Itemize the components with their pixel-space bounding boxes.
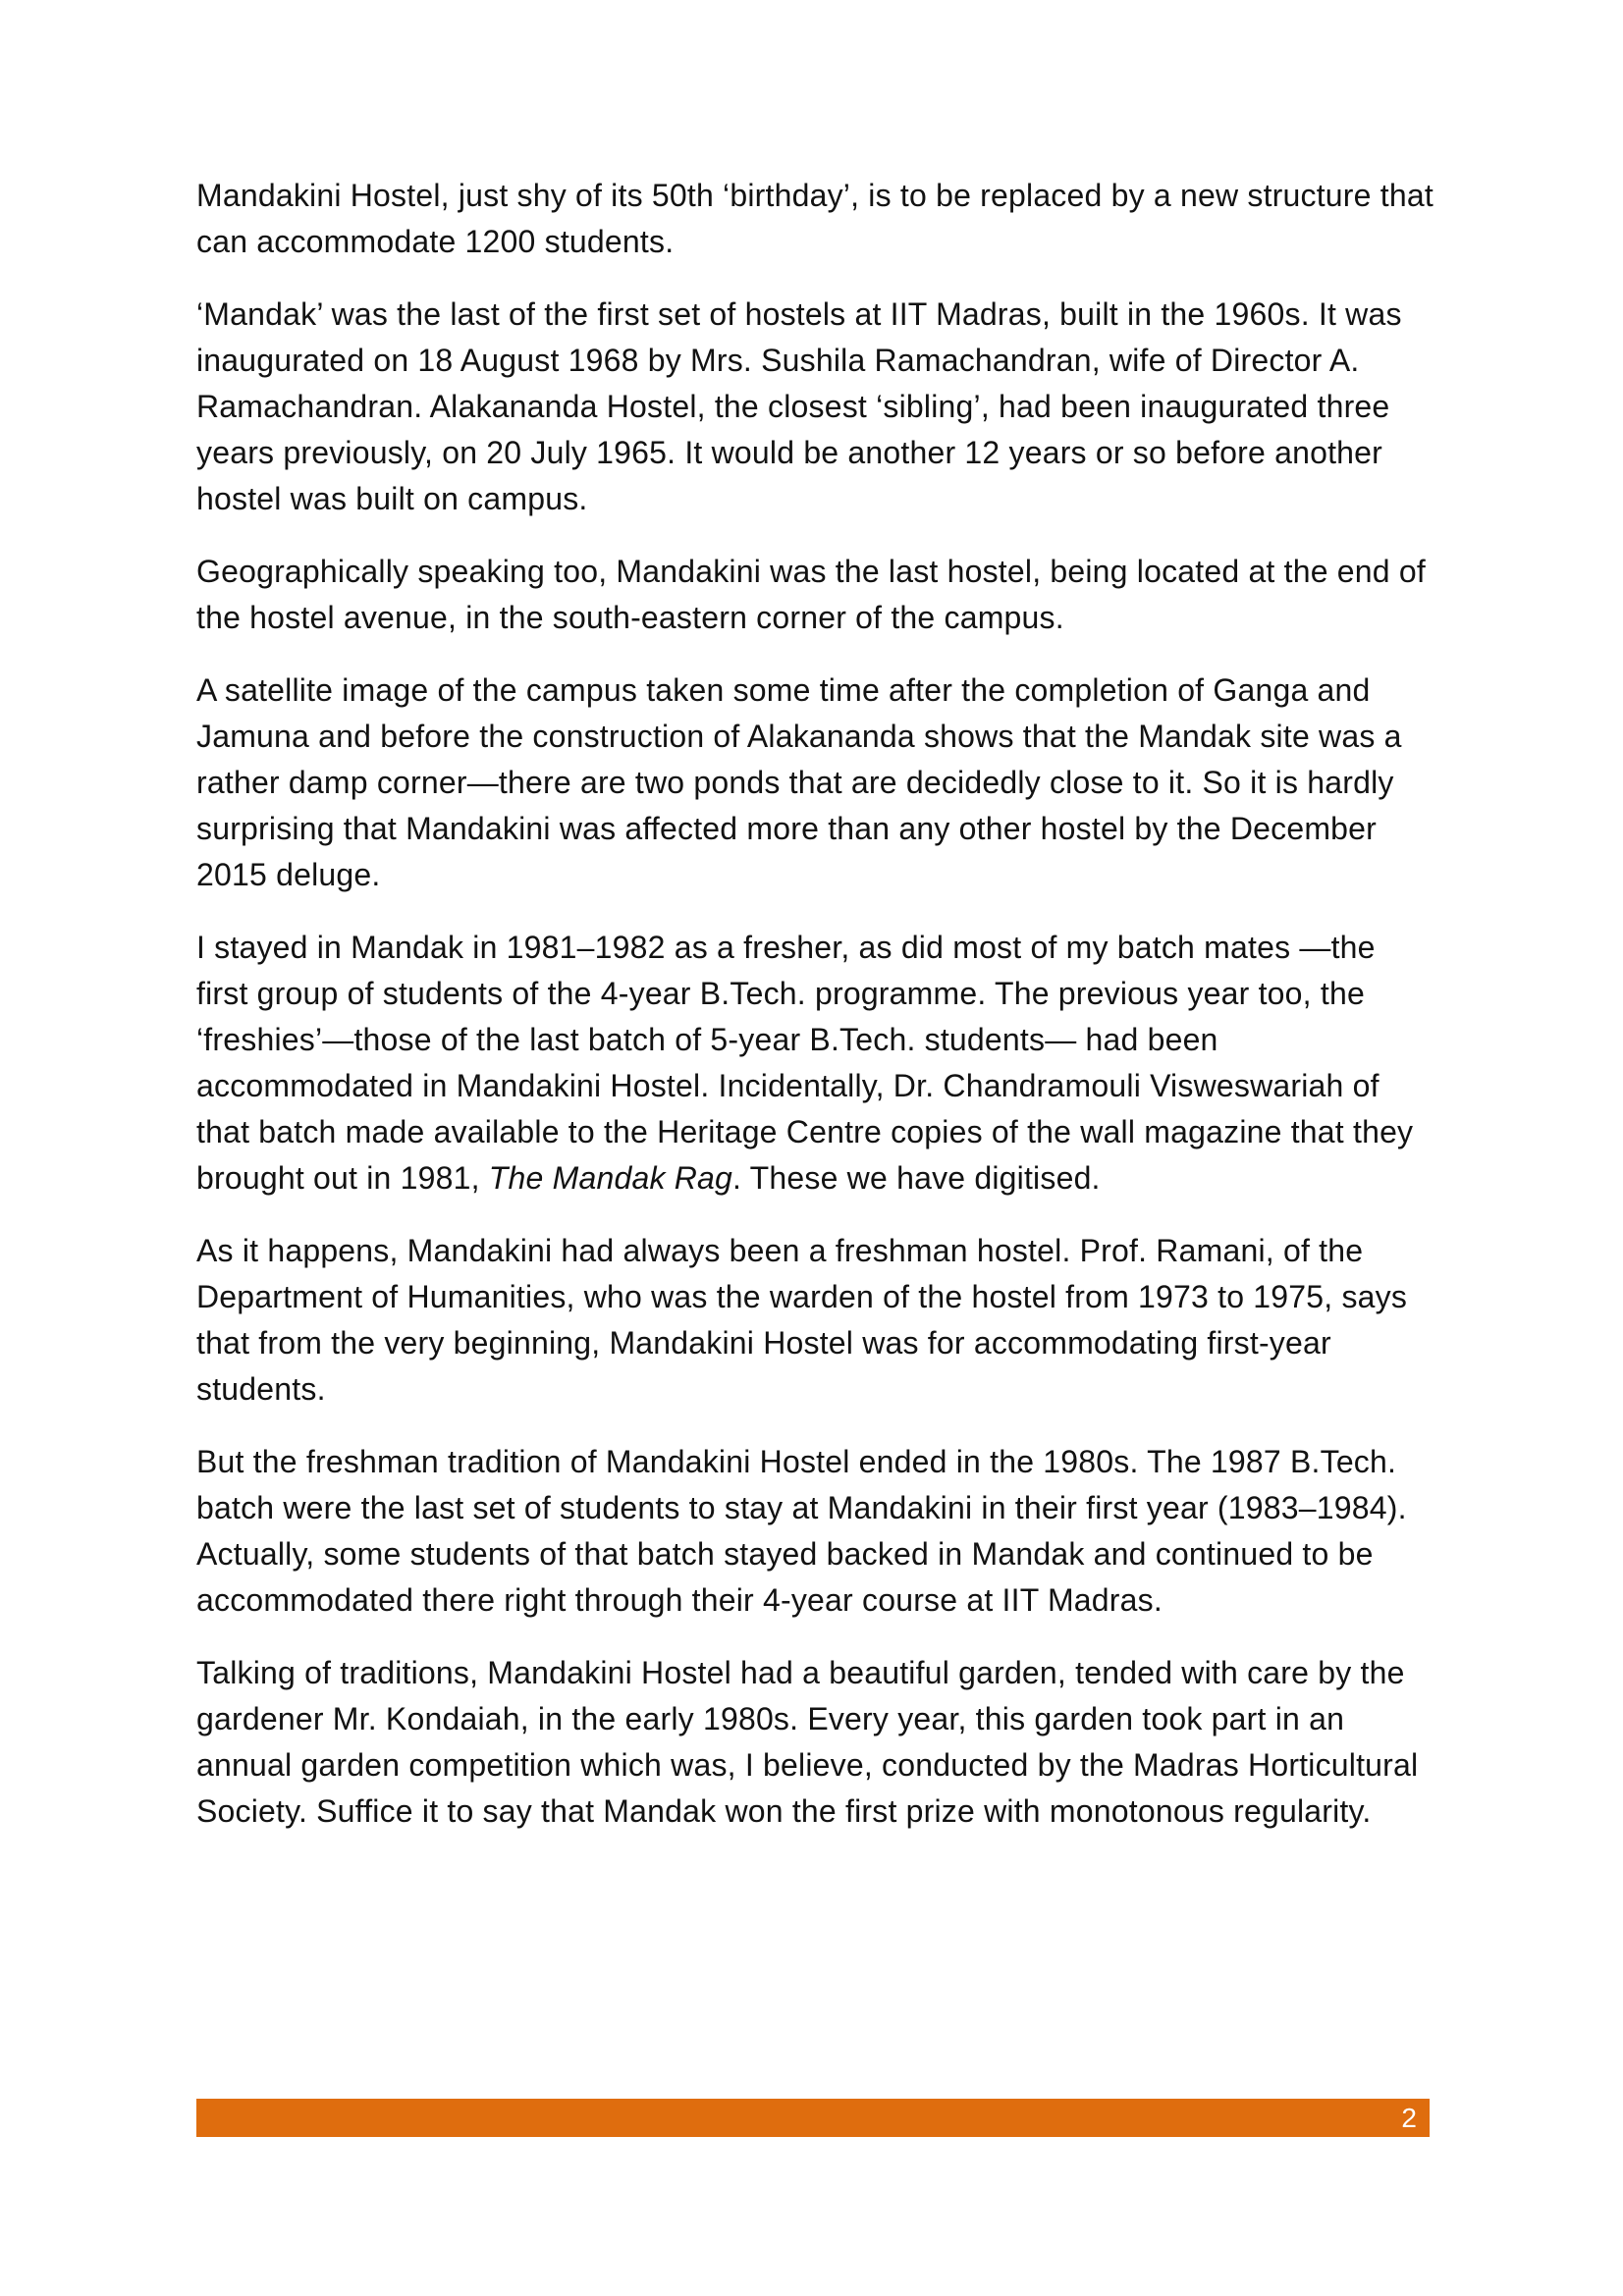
text-run: Geographically speaking too, Mandakini was the last hostel, being located at the end of the hostel avenue, in the south-eastern corner of the campus.: [196, 554, 1426, 635]
text-run: Mandakini Hostel, just shy of its 50th ‘birthday’, is to be replaced by a new structure that can accommodate 1200 students.: [196, 178, 1434, 259]
paragraph: [196, 925, 1435, 1201]
text-run: . These we have digitised.: [732, 1160, 1101, 1196]
text-run: As it happens, Mandakini had always been a freshman hostel. Prof. Ramani, of the Department of Humanities, who was the warden of the hostel from 1973 to 1975, says that from the very beginning, Mandakini Hostel was for accommodating first-year students.: [196, 1233, 1408, 1407]
paragraph: [196, 1439, 1435, 1624]
text-run: I stayed in Mandak in 1981–1982 as a fresher, as did most of my batch mates —the first group of students of the 4-year B.Tech. programme. The previous year too, the ‘freshies’—those of the last batch of 5-year B.Tech. students— had been accommodated in Mandakini Hostel. Incidentally, Dr. Chandramouli Visweswariah of that batch made available to the Heritage Centre copies of the wall magazine that they brought out in 1981,: [196, 930, 1414, 1196]
paragraph: [196, 173, 1435, 265]
page-number: 2: [1401, 2103, 1417, 2133]
paragraph: [196, 549, 1435, 641]
text-run: A satellite image of the campus taken some time after the completion of Ganga and Jamuna and before the construction of Alakananda shows that the Mandak site was a rather damp corner—there are two ponds that are decidedly close to it. So it is hardly surprising that Mandakini was affected more than any other hostel by the December 2015 deluge.: [196, 672, 1402, 892]
footer-bar: [196, 2099, 1430, 2137]
document-body: [196, 173, 1435, 1861]
paragraph: [196, 1650, 1435, 1835]
paragraph: [196, 292, 1435, 522]
paragraph: [196, 667, 1435, 898]
paragraph: [196, 1228, 1435, 1413]
text-run: ‘Mandak’ was the last of the first set of hostels at IIT Madras, built in the 1960s. It was inaugurated on 18 August 1968 by Mrs. Sushila Ramachandran, wife of Director A. Ramachandran. Alakananda Hostel, the closest ‘sibling’, had been inaugurated three years previously, on 20 July 1965. It would be another 12 years or so before another hostel was built on campus.: [196, 296, 1402, 516]
text-run: Talking of traditions, Mandakini Hostel had a beautiful garden, tended with care by the gardener Mr. Kondaiah, in the early 1980s. Every year, this garden took part in an annual garden competition which was, I believe, conducted by the Madras Horticultural Society. Suffice it to say that Mandak won the first prize with monotonous regularity.: [196, 1655, 1419, 1829]
italic-text-run: The Mandak Rag: [488, 1160, 733, 1196]
text-run: But the freshman tradition of Mandakini Hostel ended in the 1980s. The 1987 B.Tech. batch were the last set of students to stay at Mandakini in their first year (1983–1984). Actually, some students of that batch stayed backed in Mandak and continued to be accommodated there right through their 4-year course at IIT Madras.: [196, 1444, 1407, 1618]
